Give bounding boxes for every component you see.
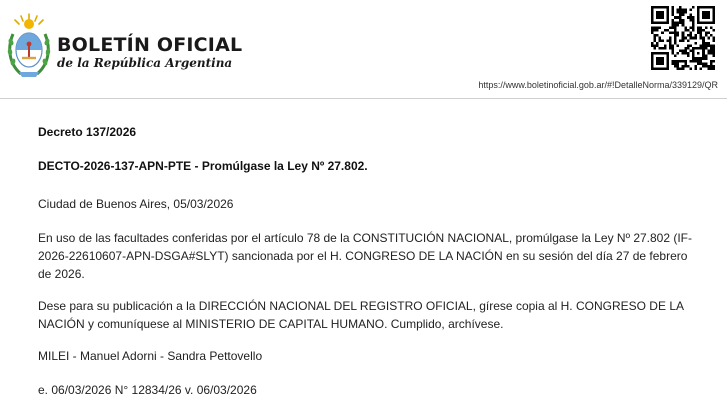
header <box>0 0 727 98</box>
decree-title: DECTO-2026-137-APN-PTE - Promúlgase la Ley Nº 27.802. <box>38 159 368 173</box>
decree-paragraph: En uso de las facultades conferidas por el artículo 78 de la CONSTITUCIÓN NACIONAL, promúlgase la Ley Nº 27.802 (IF-2026-22610607-APN-DSGA#SLYT) sancionada por el H. CONGRESO DE LA NACIÓN en su sesión del día 27 de febrero de 2026. <box>38 231 693 281</box>
decree-paragraph: Dese para su publicación a la DIRECCIÓN NACIONAL DEL REGISTRO OFICIAL, gírese copia al H. CONGRESO DE LA NACIÓN y comuníquese al MINISTERIO DE CAPITAL HUMANO. Cumplido, archívese. <box>38 299 684 331</box>
city-date: Ciudad de Buenos Aires, 05/03/2026 <box>38 197 234 211</box>
decree-content <box>38 123 698 399</box>
signatures: MILEI - Manuel Adorni - Sandra Pettovello <box>38 349 263 363</box>
header-divider <box>0 98 727 99</box>
publication-info: e. 06/03/2026 N° 12834/26 v. 06/03/2026 <box>38 383 257 397</box>
brand-title: BOLETÍN OFICIAL <box>57 34 243 56</box>
brand-subtitle: de la República Argentina <box>57 56 233 70</box>
argentina-coat-of-arms-icon <box>7 12 51 82</box>
qr-code-icon[interactable] <box>651 6 715 70</box>
detail-url: https://www.boletinoficial.gob.ar/#!DetalleNorma/339129/QR <box>478 80 718 90</box>
decree-number: Decreto 137/2026 <box>38 125 137 139</box>
